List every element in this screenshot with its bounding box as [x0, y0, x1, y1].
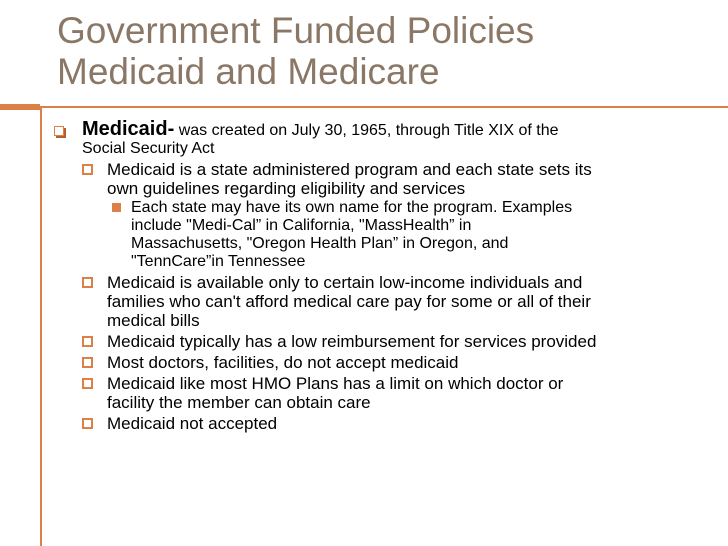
slide-title [57, 10, 717, 92]
bullet-text: Medicaid typically has a low reimbursement for services provided [107, 332, 597, 351]
bullet-text: "TennCare”in Tennessee [131, 253, 306, 270]
bullet-text: Each state may have its own name for the program. Examples [131, 199, 573, 216]
square-bullet-icon [54, 126, 64, 136]
bullet-doctors-not-accept [40, 353, 716, 372]
hollow-square-bullet-icon [82, 336, 93, 347]
bullet-not-accepted [40, 414, 716, 433]
hollow-square-bullet-icon [82, 378, 93, 389]
title-rule [40, 106, 728, 108]
hollow-square-bullet-icon [82, 418, 93, 429]
slide-title-line-1: Government Funded Policies [57, 10, 535, 51]
bullet-text: families who can't afford medical care pay for some or all of their [107, 292, 591, 311]
bullet-text: Massachusetts, "Oregon Health Plan” in Oregon, and [131, 235, 509, 252]
hollow-square-bullet-icon [82, 357, 93, 368]
bullet-hmo-limit [40, 374, 716, 412]
bullet-low-income [40, 273, 716, 330]
filled-square-bullet-icon [112, 203, 121, 212]
bullet-text: include "Medi-Cal” in California, "MassHealth” in [131, 217, 472, 234]
bullet-text: Most doctors, facilities, do not accept medicaid [107, 353, 459, 372]
title-rule-accent [0, 104, 40, 110]
bullet-medicaid-created [40, 120, 716, 158]
bullet-text: Medicaid is available only to certain low-income individuals and [107, 273, 583, 292]
bullet-text: medical bills [107, 311, 200, 330]
bullet-text: Medicaid is a state administered program and each state sets its [107, 160, 592, 179]
bullet-state-names [40, 199, 716, 271]
bullet-text: facility the member can obtain care [107, 393, 371, 412]
bullet-text: was created on July 30, 1965, through Title XIX of the [174, 122, 559, 139]
slide-title-line-2: Medicaid and Medicare [57, 51, 440, 92]
bullet-text: Social Security Act [82, 140, 215, 157]
bullet-low-reimbursement [40, 332, 716, 351]
hollow-square-bullet-icon [82, 277, 93, 288]
bullet-state-administered [40, 160, 716, 198]
bullet-text: own guidelines regarding eligibility and services [107, 179, 466, 198]
bullet-lead: Medicaid- [82, 118, 175, 140]
bullet-text: Medicaid not accepted [107, 414, 278, 433]
slide-content [40, 120, 716, 433]
hollow-square-bullet-icon [82, 164, 93, 175]
bullet-text: Medicaid like most HMO Plans has a limit on which doctor or [107, 374, 564, 393]
